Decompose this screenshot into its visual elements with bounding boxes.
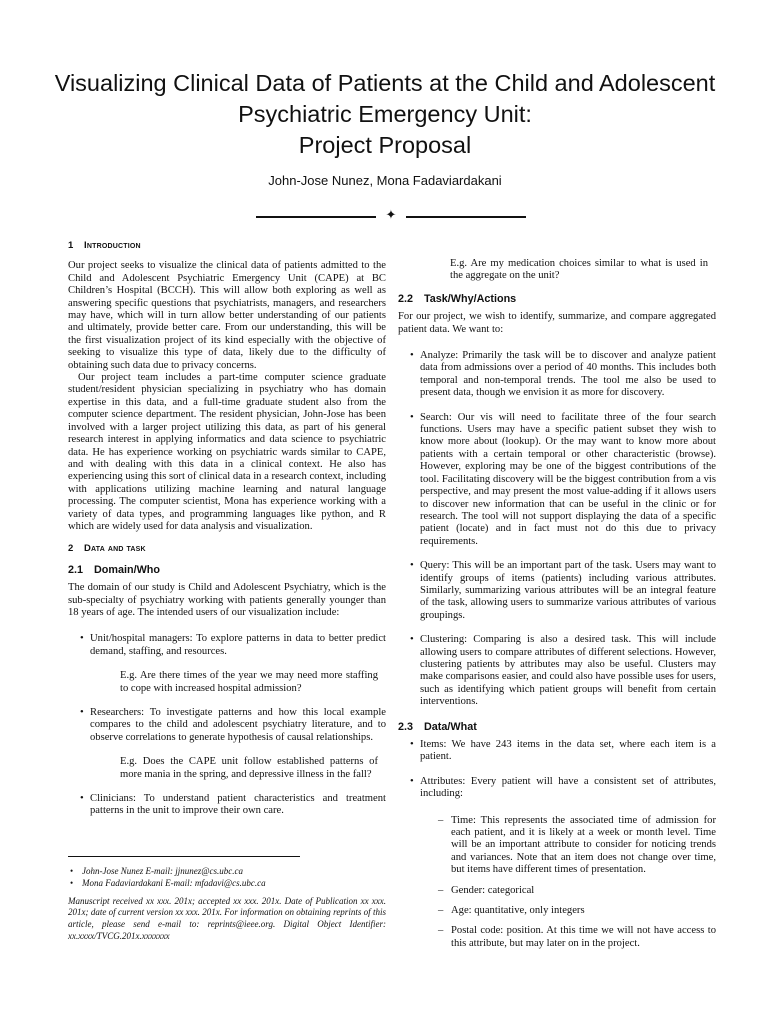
bullet-icon: • [70,866,74,876]
bullet-icon: • [410,350,414,362]
title-line-3: Project Proposal [298,132,472,158]
subsection-number: 2.3 [398,720,414,733]
list-item [398,412,716,548]
author-list: John-Jose Nunez, Mona Fadaviardakani [268,173,502,188]
list-item-text: Query: This will be an important part of the task. Users may want to identify groups of items (patients) including various attributes. Similarly, summarizing various attributes will be an integral feature of the task, allowing users to summarize various attributes of various groupings. [420,560,716,621]
title-line-1: Visualizing Clinical Data of Patients at the Child and Adolescent [54,70,716,96]
data-list [398,739,716,801]
user-list [68,633,386,817]
footnote-text: John-Jose Nunez E-mail: jjnunez@cs.ubc.ca [82,866,243,876]
list-item [68,793,386,818]
section-heading-data-and-task [68,543,386,555]
list-item [398,560,716,622]
subsection-heading-task-why-actions [398,293,716,305]
subsection-number: 2.1 [68,563,84,576]
example-text: E.g. Are my medication choices similar to what is used in the aggregate on the unit? [450,258,708,282]
list-item-text: Search: Our vis will need to facilitate three of the four search functions. Users may have a specific patient subset they wish to know more about (lookup). Or the may want to know more about patients with a certain temporal or other characteristic (browse). However, exploring may be one of the biggest contributions of the tool. Facilitating discovery will be the biggest contribution from a vis perspective, and may present the most value-adding if it allows users to discover new information that can be useful in the clinic or for research. The tool will not support displaying the data of a specific patient (locate) and in fact must not do this due to privacy requirements. [420,411,716,547]
list-item [398,350,716,400]
section-title: Introduction [84,240,141,251]
list-item-text: Items: We have 243 items in the data set, where each item is a patient. [420,739,716,763]
section-heading-introduction [68,240,386,252]
paper-title [40,68,730,161]
subsection-heading-domain-who [68,564,386,576]
subsection-title: Task/Why/Actions [424,292,517,305]
list-item-text: Researchers: To investigate patterns and how this local example compares to the child and adolescent psychiatry literature, and to observe correlations to generate hypothesis of causal relationships. [90,707,386,743]
list-item [68,633,386,658]
list-item-text: Age: quantitative, only integers [451,905,585,917]
subsection-title: Data/What [424,720,477,733]
diamond-ornament-icon: ✦ [385,208,397,223]
bullet-icon: • [80,707,84,718]
bullet-icon: • [80,633,84,645]
list-item-text: Postal code: position. At this time we will not have access to this attribute, but may later on in the project. [451,925,716,949]
section-number: 1 [68,240,74,251]
bullet-icon: • [80,793,84,805]
subsection-number: 2.2 [398,292,414,305]
example-text: E.g. Does the CAPE unit follow established patterns of more mania in the spring, and depressive illness in the fall? [120,756,378,780]
list-item-text: Time: This represents the associated time of admission for each patient, and it is likely at a week or month level. Time will be an important attribute to consider for noticing trends and variances. Note that an item does not change over time, but items have different times of presentation. [451,814,716,876]
right-column [398,258,716,950]
author-footnote [68,866,386,878]
divider-line-left [256,216,376,218]
dash-icon: – [438,884,444,896]
divider-line-right [406,216,526,218]
list-item [398,776,716,801]
dash-icon: – [438,925,444,937]
list-item [398,905,716,917]
list-item-text: Attributes: Every patient will have a consistent set of attributes, including: [420,775,716,800]
list-item-text: Unit/hospital managers: To explore patterns in data to better predict demand, staffing, and resources. [90,633,386,657]
section-number: 2 [68,543,74,555]
list-item-text: Clustering: Comparing is also a desired task. This will include allowing users to compare attributes of different selections. However, clustering patients by attributes may also be useful. Clusters may make comparisons easier, and could also have possible uses for users, such as identifying which patient groups will benefit from certain interventions. [420,634,716,708]
manuscript-info: Manuscript received xx xxx. 201x; accepted xx xxx. 201x. Date of Publication xx xxx. 201x; date of current version xx xxx. 201x. For information on obtaining reprints of this article, please send e-mail to: reprints@ieee.org. Digital Object Identifier: xx.xxxx/TVCG.201x.xxxxxxx [68,895,386,941]
bullet-icon: • [410,634,414,646]
list-item-text: Analyze: Primarily the task will be to discover and analyze patient data from admissions over a period of 40 months. This includes both temporal and non-temporal trends. The tool me also be used to present data, though we envision it as more for discovery. [420,350,716,399]
title-line-2: Psychiatric Emergency Unit: [238,101,532,127]
list-item [68,707,386,744]
bullet-icon: • [410,775,414,787]
footnotes [68,866,386,943]
intro-paragraph-1: Our project seeks to visualize the clinical data of patients admitted to the Child and Adolescent Psychiatric Emergency Unit (CAPE) at BC Children’s Hospital (BCCH). This will allow both exploring as well as answering specific questions that psychiatrists, managers, and researchers may have, which will in turn allow better understanding of our patients and ultimately, provide better care. From our understanding, this will be the first visualization project of its kind especially with the objective of seeking to visualize this type of data, likely due to the difficulty of obtaining such data due to privacy concerns. [68,260,386,371]
domain-paragraph: The domain of our study is Child and Adolescent Psychiatry, which is the sub-specialty of psychiatry working with patients generally younger than 18 years of age. The intended users of our visualization include: [68,582,386,618]
list-item [398,925,716,950]
title-divider [256,209,526,223]
attribute-list [398,815,716,951]
example-text: E.g. Are there times of the year we may need more staffing to cope with increased hospital admission? [120,670,378,694]
list-item [398,739,716,764]
list-item [398,634,716,708]
bullet-icon: • [410,560,414,572]
dash-icon: – [438,905,444,917]
subsection-title: Domain/Who [94,563,160,576]
subsection-heading-data-what [398,721,716,733]
task-list [398,350,716,709]
author-footnote [68,878,386,890]
list-item [398,885,716,897]
left-column [68,240,386,818]
list-item-text: Clinicians: To understand patient characteristics and treatment patterns in the unit to improve their own care. [90,793,386,817]
footnote-rule [68,856,300,857]
footnote-text: Mona Fadaviardakani E-mail: mfadavi@cs.ubc.ca [82,877,266,888]
bullet-icon: • [410,411,414,423]
bullet-icon: • [70,877,74,888]
bullet-icon: • [410,739,414,750]
dash-icon: – [438,814,444,826]
list-item-text: Gender: categorical [451,884,535,896]
list-item [398,815,716,877]
section-title: Data and task [84,543,146,555]
intro-paragraph-2: Our project team includes a part-time computer science graduate student/resident physician specializing in psychiatry who has domain expertise in this data, and a full-time graduate student also from the computer science department. The resident physician, John-Jose has been involved with a larger project utilizing this data, as part of his general research interest in applying informatics and data science to psychiatric data. He has experience working on psychiatric wards similar to CAPE, and with dealing with this data in a clinical context. He also has experiencing using this sort of clinical data in a research context, including with applications utilizing machine learning and natural language processing. The computer scientist, Mona has experience working with a variety of data types, and programming languages like python, and R which are widely used for data analysis and visualization. [68,372,386,532]
task-paragraph: For our project, we wish to identify, summarize, and compare aggregated patient data. We want to: [398,311,716,335]
